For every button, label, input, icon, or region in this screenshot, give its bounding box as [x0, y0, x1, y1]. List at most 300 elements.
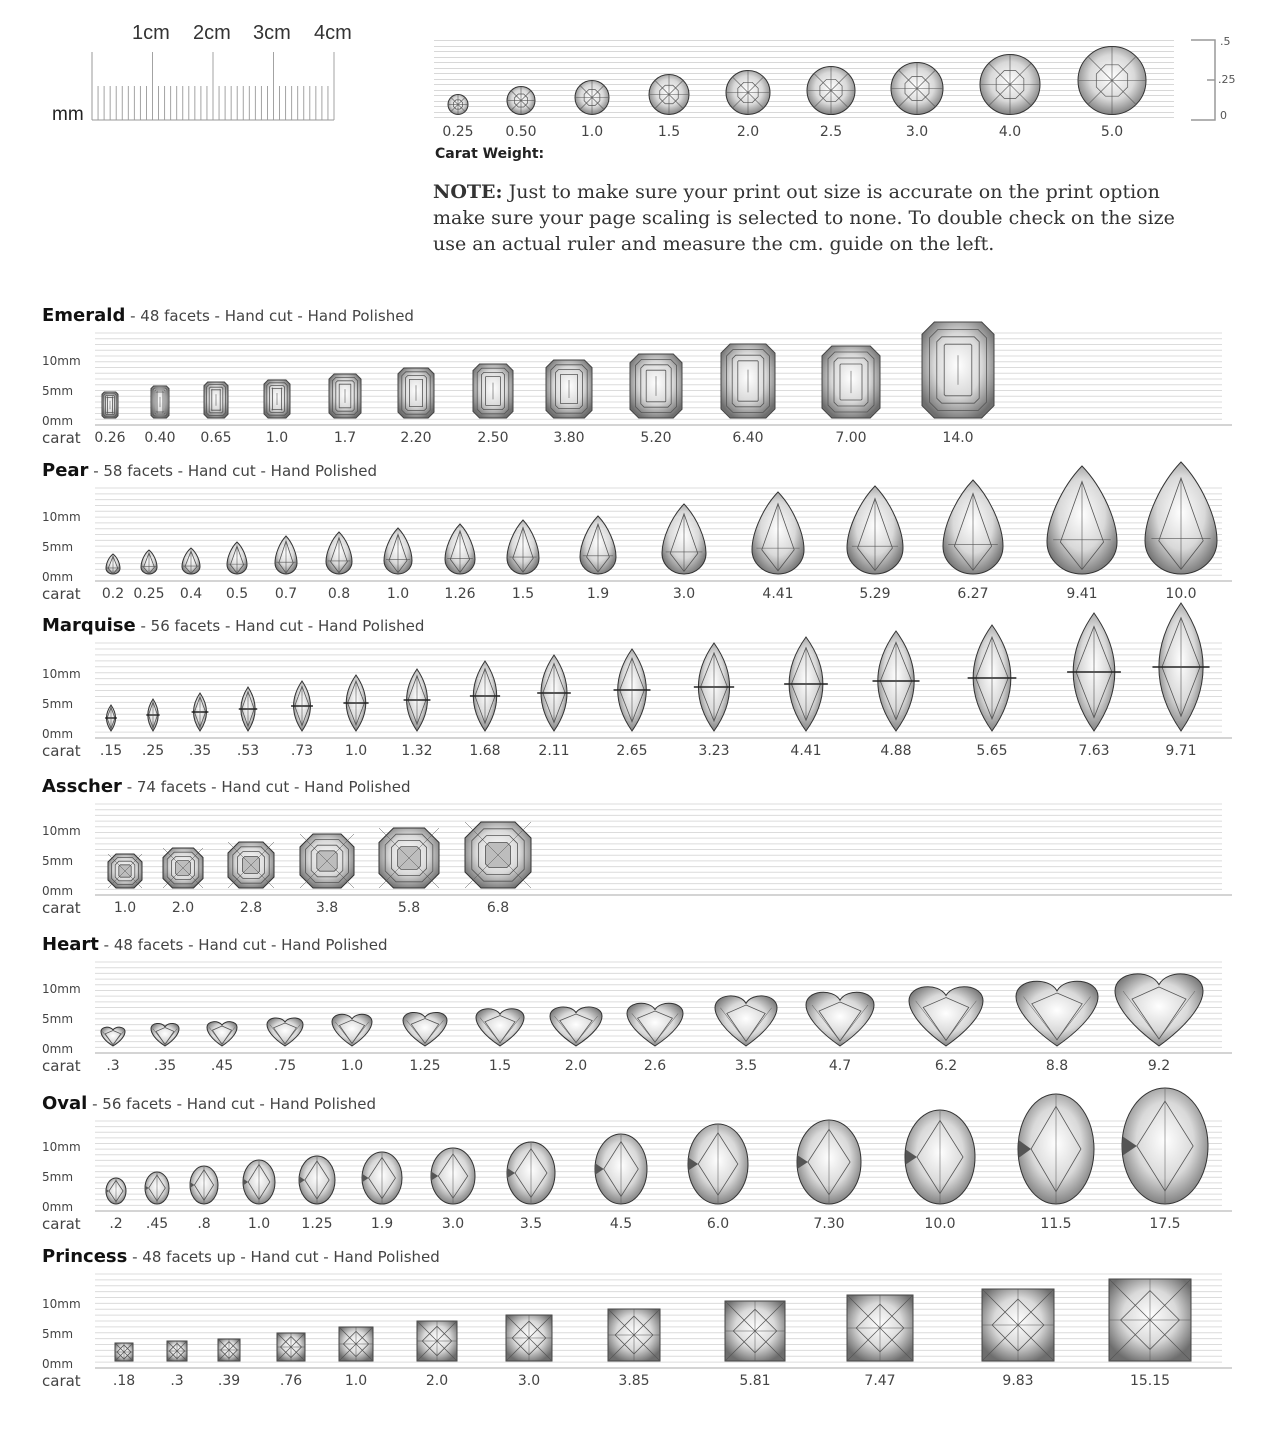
round-gridline: [434, 73, 1174, 74]
heart-diamond: [402, 1009, 448, 1052]
marquise-carat-value: 4.88: [880, 743, 912, 759]
marquise-diamond-icon: [145, 698, 161, 732]
pear-diamond-icon: [226, 541, 248, 575]
round-diamond: [1077, 46, 1147, 121]
heart-carat-value: .45: [210, 1058, 234, 1074]
round-diamond-icon: [447, 94, 469, 116]
pear-carat-value: 0.25: [133, 586, 165, 602]
oval-diamond: [687, 1123, 749, 1210]
emerald-carat-value: 0.26: [94, 430, 126, 446]
princess-carat-value: .3: [170, 1373, 184, 1389]
oval-carat-value: 11.5: [1040, 1216, 1072, 1232]
marquise-carat-value: .35: [188, 743, 212, 759]
round-gridline: [434, 79, 1174, 80]
marquise-diamond: [401, 668, 433, 737]
emerald-diamond: [328, 373, 362, 424]
mm-ruler: [40, 20, 360, 130]
asscher-diamond: [107, 853, 143, 894]
pear-diamond-icon: [383, 527, 413, 575]
round-diamond-icon: [574, 80, 610, 116]
shape-title: [42, 305, 414, 326]
round-carat-label: 1.0: [580, 124, 604, 140]
ruler-cm-4: 4cm: [314, 22, 352, 44]
round-diamond: [979, 54, 1041, 121]
emerald-diamond: [203, 381, 229, 424]
pear-diamond: [105, 553, 121, 580]
heart-diamond-icon: [150, 1021, 180, 1047]
princess-carat-value: 5.81: [739, 1373, 771, 1389]
oval-carat-value: 3.5: [519, 1216, 543, 1232]
oval-diamond: [105, 1177, 127, 1210]
shape-name: Emerald: [42, 305, 126, 326]
oval-diamond: [144, 1171, 170, 1210]
shape-title: [42, 934, 388, 955]
emerald-diamond: [720, 343, 776, 424]
round-diamond-icon: [1077, 46, 1147, 116]
note-text: Just to make sure your print out size is accurate on the print option make sure your page scaling is selected to none. To double check on the size use an actual ruler and measure the cm. guide on the left.: [433, 181, 1175, 255]
oval-diamond-icon: [687, 1123, 749, 1205]
axis-5mm-label: 5mm: [42, 1327, 74, 1341]
pear-carat-value: 10.0: [1165, 586, 1197, 602]
pear-diamond: [325, 531, 353, 580]
princess-diamond: [724, 1300, 786, 1367]
round-gridline: [434, 106, 1174, 107]
emerald-diamond: [150, 385, 170, 424]
mini-scale-top: .5: [1220, 35, 1231, 48]
heart-diamond-icon: [1015, 975, 1099, 1047]
heart-diamond: [150, 1021, 180, 1052]
marquise-carat-value: .53: [236, 743, 260, 759]
marquise-carat-value: 2.65: [616, 743, 648, 759]
emerald-diamond: [397, 367, 435, 424]
marquise-diamond: [868, 630, 924, 737]
princess-carat-value: 7.47: [864, 1373, 896, 1389]
oval-diamond-icon: [1017, 1093, 1095, 1205]
princess-diamond-icon: [166, 1340, 188, 1362]
pear-carat-value: 9.41: [1066, 586, 1098, 602]
pear-carat-value: 1.0: [386, 586, 410, 602]
heart-diamond: [100, 1025, 126, 1052]
shape-name: Pear: [42, 460, 89, 481]
ruler-cm-2: 2cm: [193, 22, 231, 44]
marquise-carat-value: 7.63: [1078, 743, 1110, 759]
marquise-diamond-icon: [963, 624, 1021, 732]
marquise-diamond-icon: [534, 654, 574, 732]
emerald-carat-value: 5.20: [640, 430, 672, 446]
princess-diamond-icon: [1108, 1278, 1192, 1362]
oval-diamond-icon: [796, 1119, 862, 1205]
heart-diamond: [714, 991, 778, 1052]
marquise-diamond: [341, 674, 371, 737]
round-diamond: [447, 94, 469, 121]
pear-diamond: [506, 519, 540, 580]
round-diamond: [648, 74, 690, 121]
oval-diamond-icon: [144, 1171, 170, 1205]
oval-diamond: [242, 1159, 276, 1210]
shape-name: Asscher: [42, 776, 122, 797]
marquise-diamond-icon: [780, 636, 832, 732]
shape-name: Oval: [42, 1093, 88, 1114]
pear-diamond-icon: [325, 531, 353, 575]
emerald-diamond: [545, 359, 593, 424]
pear-diamond: [140, 549, 158, 580]
asscher-carat-value: 3.8: [315, 900, 339, 916]
emerald-diamond-icon: [263, 379, 291, 419]
princess-carat-value: .39: [217, 1373, 241, 1389]
pear-diamond: [661, 503, 707, 580]
heart-diamond-icon: [908, 981, 984, 1047]
marquise-carat-value: .73: [290, 743, 314, 759]
oval-carat-value: 7.30: [813, 1216, 845, 1232]
marquise-carat-value: 4.41: [790, 743, 822, 759]
princess-carat-value: 9.83: [1002, 1373, 1034, 1389]
pear-carat-value: 4.41: [762, 586, 794, 602]
emerald-carat-value: 0.40: [144, 430, 176, 446]
heart-diamond: [805, 987, 875, 1052]
oval-diamond-icon: [298, 1155, 336, 1205]
emerald-carat-value: 1.7: [333, 430, 357, 446]
asscher-diamond: [378, 827, 440, 894]
heart-diamond: [908, 981, 984, 1052]
axis-10mm-label: 10mm: [42, 1140, 81, 1154]
oval-diamond-icon: [105, 1177, 127, 1205]
pear-diamond-icon: [444, 523, 476, 575]
round-diamond: [806, 66, 856, 121]
asscher-diamond-icon: [464, 821, 532, 889]
round-gridline: [434, 95, 1174, 96]
axis-10mm-label: 10mm: [42, 982, 81, 996]
round-diamond: [890, 62, 944, 121]
marquise-diamond-icon: [104, 704, 118, 732]
shape-description: - 56 facets - Hand cut - Hand Polished: [135, 617, 425, 635]
emerald-carat-value: 3.80: [553, 430, 585, 446]
axis-5mm-label: 5mm: [42, 697, 74, 711]
pear-diamond: [1144, 461, 1218, 580]
pear-diamond: [181, 547, 201, 580]
marquise-carat-value: 1.68: [469, 743, 501, 759]
pear-diamond: [751, 491, 805, 580]
shape-title: [42, 776, 411, 797]
oval-carat-value: .8: [197, 1216, 211, 1232]
heart-diamond: [1015, 975, 1099, 1052]
pear-diamond: [444, 523, 476, 580]
asscher-carat-value: 5.8: [397, 900, 421, 916]
asscher-diamond: [299, 833, 355, 894]
princess-diamond: [846, 1294, 914, 1367]
axis-5mm-label: 5mm: [42, 1170, 74, 1184]
marquise-diamond: [963, 624, 1021, 737]
axis-10mm-label: 10mm: [42, 510, 81, 524]
axis-0mm-label: 0mm: [42, 1200, 74, 1214]
oval-carat-value: 1.25: [301, 1216, 333, 1232]
oval-diamond-icon: [1121, 1087, 1209, 1205]
pear-carat-value: 0.2: [101, 586, 125, 602]
emerald-diamond-icon: [203, 381, 229, 419]
heart-carat-value: 6.2: [934, 1058, 958, 1074]
asscher-carat-value: 1.0: [113, 900, 137, 916]
mini-scale-mid: .25: [1218, 73, 1236, 86]
emerald-diamond-icon: [821, 345, 881, 419]
princess-diamond: [505, 1314, 553, 1367]
heart-diamond-icon: [549, 1003, 603, 1047]
marquise-carat-value: .25: [141, 743, 165, 759]
round-carat-label: 0.25: [442, 124, 474, 140]
pear-diamond-icon: [1046, 465, 1118, 575]
oval-diamond: [189, 1165, 219, 1210]
shape-description: - 48 facets up - Hand cut - Hand Polished: [127, 1248, 440, 1266]
pear-carat-value: 1.26: [444, 586, 476, 602]
mm-gridlines: [0, 332, 1240, 428]
print-note: [433, 179, 1213, 257]
shape-name: Princess: [42, 1246, 128, 1267]
axis-0mm-label: 0mm: [42, 727, 74, 741]
emerald-diamond-icon: [397, 367, 435, 419]
heart-diamond-icon: [1114, 967, 1204, 1047]
round-gridline: [434, 51, 1174, 52]
princess-diamond-icon: [607, 1308, 661, 1362]
pear-carat-value: 0.7: [274, 586, 298, 602]
emerald-diamond: [101, 391, 119, 424]
emerald-diamond-icon: [101, 391, 119, 419]
axis-carat-label: carat: [42, 429, 81, 447]
princess-carat-value: 15.15: [1129, 1373, 1171, 1389]
emerald-diamond: [921, 321, 995, 424]
oval-diamond: [298, 1155, 336, 1210]
emerald-diamond-icon: [720, 343, 776, 419]
princess-diamond-icon: [846, 1294, 914, 1362]
marquise-diamond: [610, 648, 654, 737]
princess-diamond: [217, 1338, 241, 1367]
princess-carat-value: 3.85: [618, 1373, 650, 1389]
pear-diamond-icon: [1144, 461, 1218, 575]
shape-title: [42, 460, 377, 481]
pear-diamond: [274, 535, 298, 580]
heart-carat-value: 2.0: [564, 1058, 588, 1074]
marquise-diamond-icon: [401, 668, 433, 732]
marquise-diamond-icon: [610, 648, 654, 732]
asscher-diamond-icon: [378, 827, 440, 889]
princess-diamond-icon: [114, 1342, 134, 1362]
pear-carat-value: 5.29: [859, 586, 891, 602]
pear-diamond: [942, 479, 1004, 580]
asscher-diamond: [464, 821, 532, 894]
marquise-diamond-icon: [1147, 602, 1215, 732]
heart-diamond: [626, 999, 684, 1052]
oval-carat-value: 3.0: [441, 1216, 465, 1232]
round-gridline: [434, 117, 1174, 118]
princess-carat-value: 3.0: [517, 1373, 541, 1389]
princess-diamond: [1108, 1278, 1192, 1367]
round-carat-label: 5.0: [1100, 124, 1124, 140]
axis-10mm-label: 10mm: [42, 354, 81, 368]
marquise-carat-value: 5.65: [976, 743, 1008, 759]
marquise-diamond: [467, 660, 503, 737]
shape-title: [42, 615, 424, 636]
round-carat-label: 1.5: [657, 124, 681, 140]
round-carat-label: 4.0: [998, 124, 1022, 140]
oval-diamond-icon: [430, 1147, 476, 1205]
pear-diamond-icon: [274, 535, 298, 575]
princess-carat-value: 2.0: [425, 1373, 449, 1389]
round-carat-label: 2.0: [736, 124, 760, 140]
axis-0mm-label: 0mm: [42, 1357, 74, 1371]
heart-carat-value: .75: [273, 1058, 297, 1074]
heart-diamond: [475, 1005, 525, 1052]
heart-diamond-icon: [805, 987, 875, 1047]
emerald-diamond-icon: [545, 359, 593, 419]
oval-diamond: [506, 1141, 556, 1210]
emerald-diamond: [263, 379, 291, 424]
heart-diamond: [331, 1011, 373, 1052]
heart-carat-value: 1.25: [409, 1058, 441, 1074]
marquise-carat-value: 3.23: [698, 743, 730, 759]
emerald-diamond-icon: [629, 353, 683, 419]
shape-description: - 48 facets - Hand cut - Hand Polished: [125, 307, 414, 325]
asscher-diamond-icon: [107, 853, 143, 889]
shape-description: - 74 facets - Hand cut - Hand Polished: [121, 778, 411, 796]
shape-name: Heart: [42, 934, 99, 955]
round-gridline: [434, 90, 1174, 91]
marquise-carat-value: .15: [99, 743, 123, 759]
oval-diamond: [904, 1109, 976, 1210]
marquise-diamond-icon: [1062, 612, 1126, 732]
oval-diamond-icon: [506, 1141, 556, 1205]
heart-diamond-icon: [331, 1011, 373, 1047]
oval-carat-value: .2: [109, 1216, 123, 1232]
round-carat-label: 0.50: [505, 124, 537, 140]
princess-diamond-icon: [724, 1300, 786, 1362]
marquise-carat-value: 2.11: [538, 743, 570, 759]
pear-diamond-icon: [751, 491, 805, 575]
axis-0mm-label: 0mm: [42, 884, 74, 898]
marquise-diamond: [780, 636, 832, 737]
mini-scale-bottom: 0: [1220, 109, 1227, 122]
emerald-carat-value: 6.40: [732, 430, 764, 446]
marquise-diamond-icon: [868, 630, 924, 732]
emerald-diamond-icon: [472, 363, 514, 419]
pear-diamond-icon: [140, 549, 158, 575]
oval-diamond-icon: [189, 1165, 219, 1205]
marquise-diamond-icon: [341, 674, 371, 732]
asscher-diamond: [162, 847, 204, 894]
carat-weight-caption: Carat Weight:: [435, 146, 545, 162]
round-gridline: [434, 84, 1174, 85]
marquise-diamond: [289, 680, 315, 737]
marquise-diamond-icon: [237, 686, 259, 732]
round-diamond-icon: [648, 74, 690, 116]
round-gridline: [434, 57, 1174, 58]
emerald-diamond-icon: [150, 385, 170, 419]
axis-5mm-label: 5mm: [42, 854, 74, 868]
princess-carat-value: 1.0: [344, 1373, 368, 1389]
axis-carat-label: carat: [42, 1372, 81, 1390]
pear-carat-value: 0.5: [225, 586, 249, 602]
marquise-diamond: [237, 686, 259, 737]
round-carat-label: 3.0: [905, 124, 929, 140]
marquise-diamond: [534, 654, 574, 737]
princess-diamond-icon: [276, 1332, 306, 1362]
pear-carat-value: 1.5: [511, 586, 535, 602]
pear-diamond: [846, 485, 904, 580]
oval-carat-value: 6.0: [706, 1216, 730, 1232]
axis-10mm-label: 10mm: [42, 824, 81, 838]
axis-carat-label: carat: [42, 1215, 81, 1233]
oval-carat-value: 1.0: [247, 1216, 271, 1232]
round-carat-chart: [430, 30, 1240, 170]
axis-carat-label: carat: [42, 1057, 81, 1075]
oval-carat-value: 17.5: [1149, 1216, 1181, 1232]
princess-diamond: [276, 1332, 306, 1367]
asscher-diamond-icon: [299, 833, 355, 889]
axis-5mm-label: 5mm: [42, 1012, 74, 1026]
princess-diamond: [981, 1288, 1055, 1367]
pear-diamond: [383, 527, 413, 580]
asscher-diamond-icon: [227, 841, 275, 889]
pear-carat-value: 3.0: [672, 586, 696, 602]
round-diamond-icon: [890, 62, 944, 116]
marquise-diamond: [145, 698, 161, 737]
heart-diamond: [549, 1003, 603, 1052]
pear-diamond: [579, 515, 617, 580]
axis-5mm-label: 5mm: [42, 540, 74, 554]
shape-description: - 56 facets - Hand cut - Hand Polished: [87, 1095, 376, 1113]
princess-diamond-icon: [338, 1326, 374, 1362]
oval-diamond: [1121, 1087, 1209, 1210]
oval-carat-value: .45: [145, 1216, 169, 1232]
emerald-diamond: [629, 353, 683, 424]
marquise-carat-value: 1.32: [401, 743, 433, 759]
ruler-cm-3: 3cm: [253, 22, 291, 44]
asscher-carat-value: 2.0: [171, 900, 195, 916]
round-diamond-icon: [979, 54, 1041, 116]
marquise-carat-value: 1.0: [344, 743, 368, 759]
heart-carat-value: .35: [153, 1058, 177, 1074]
oval-diamond-icon: [242, 1159, 276, 1205]
shape-name: Marquise: [42, 615, 136, 636]
oval-diamond-icon: [594, 1133, 648, 1205]
axis-5mm-label: 5mm: [42, 384, 74, 398]
axis-carat-label: carat: [42, 742, 81, 760]
heart-carat-value: 1.0: [340, 1058, 364, 1074]
heart-diamond-icon: [475, 1005, 525, 1047]
oval-carat-value: 4.5: [609, 1216, 633, 1232]
pear-diamond-icon: [846, 485, 904, 575]
round-gridline: [434, 62, 1174, 63]
marquise-diamond-icon: [289, 680, 315, 732]
asscher-carat-value: 2.8: [239, 900, 263, 916]
marquise-carat-value: 9.71: [1165, 743, 1197, 759]
heart-diamond-icon: [100, 1025, 126, 1047]
heart-diamond-icon: [266, 1015, 304, 1047]
princess-diamond: [114, 1342, 134, 1367]
princess-diamond: [166, 1340, 188, 1367]
round-gridline: [434, 40, 1174, 41]
round-diamond: [574, 80, 610, 121]
heart-carat-value: 9.2: [1147, 1058, 1171, 1074]
round-diamond: [725, 70, 771, 121]
emerald-carat-value: 1.0: [265, 430, 289, 446]
heart-diamond: [266, 1015, 304, 1052]
emerald-carat-value: 0.65: [200, 430, 232, 446]
marquise-diamond-icon: [467, 660, 503, 732]
axis-0mm-label: 0mm: [42, 570, 74, 584]
marquise-diamond: [690, 642, 738, 737]
princess-diamond-icon: [981, 1288, 1055, 1362]
princess-diamond: [338, 1326, 374, 1367]
heart-carat-value: 4.7: [828, 1058, 852, 1074]
round-gridline: [434, 46, 1174, 47]
princess-diamond: [607, 1308, 661, 1367]
